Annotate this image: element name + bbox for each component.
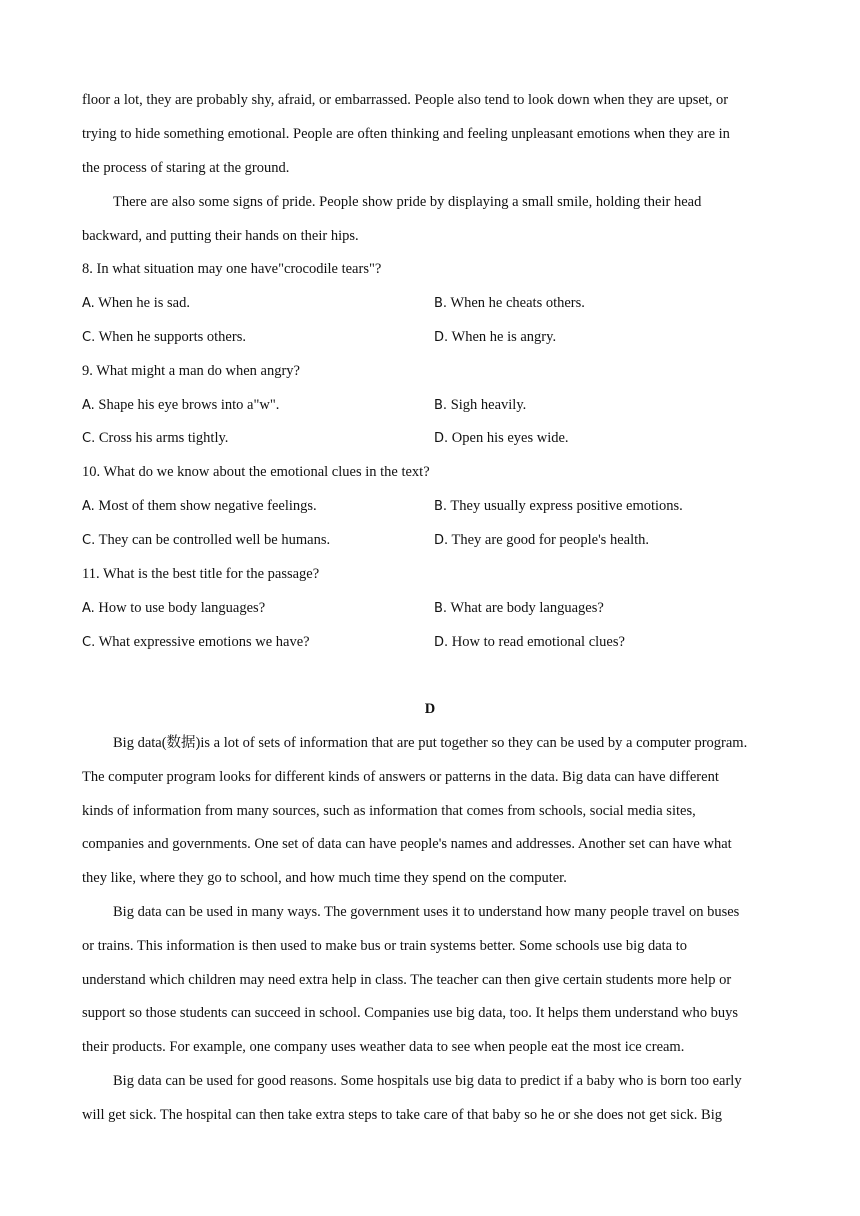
option-text: Most of them show negative feelings. [94, 498, 317, 514]
option-text: What expressive emotions we have? [95, 634, 310, 650]
option-d [434, 327, 556, 348]
option-letter: D. [434, 330, 449, 345]
section-heading: D [424, 701, 436, 717]
option-text: They can be controlled well be humans. [95, 532, 331, 548]
option-c [82, 428, 228, 449]
option-d [434, 530, 649, 551]
option-letter: D. [434, 635, 449, 650]
passage-d-line: will get sick. The hospital can then take extra steps to take care of that baby so he or she does not get sick. Big [82, 1107, 722, 1123]
passage-d-line: Big data(数据)is a lot of sets of information that are put together so they can be used by a computer program. [113, 735, 748, 751]
passage-d-line: kinds of information from many sources, such as information that comes from schools, social media sites, [82, 803, 696, 819]
option-letter: A. [82, 296, 95, 311]
option-c [82, 632, 310, 653]
option-a [82, 293, 190, 314]
option-text: How to read emotional clues? [448, 634, 625, 650]
option-b [434, 496, 683, 517]
passage-c-line: the process of staring at the ground. [82, 160, 290, 176]
option-text: How to use body languages? [94, 600, 266, 616]
option-letter: A. [82, 398, 95, 413]
option-letter: B. [434, 499, 448, 514]
option-letter: D. [434, 431, 449, 446]
passage-d-line: companies and governments. One set of data can have people's names and addresses. Another set can have what [82, 836, 732, 852]
option-text: Cross his arms tightly. [95, 430, 229, 446]
option-letter: A. [82, 499, 95, 514]
passage-c-line: There are also some signs of pride. People show pride by displaying a small smile, holding their head [113, 194, 702, 210]
option-a [82, 395, 279, 416]
option-text: When he is sad. [94, 295, 190, 311]
option-a [82, 598, 265, 619]
option-text: What are body languages? [447, 600, 604, 616]
option-c [82, 327, 246, 348]
passage-d-line: The computer program looks for different kinds of answers or patterns in the data. Big data can have different [82, 769, 719, 785]
option-a [82, 496, 317, 517]
passage-d-line: Big data can be used for good reasons. Some hospitals use big data to predict if a baby who is born too early [113, 1073, 742, 1089]
option-letter: B. [434, 601, 448, 616]
option-text: They are good for people's health. [448, 532, 650, 548]
passage-c-line: floor a lot, they are probably shy, afraid, or embarrassed. People also tend to look down when they are upset, or [82, 92, 729, 108]
option-text: When he cheats others. [447, 295, 585, 311]
option-letter: C. [82, 330, 96, 345]
option-text: When he supports others. [95, 329, 246, 345]
passage-d-line: support so those students can succeed in school. Companies use big data, too. It helps them understand who buys [82, 1005, 739, 1021]
option-letter: B. [434, 398, 448, 413]
option-letter: C. [82, 635, 96, 650]
option-d [434, 632, 625, 653]
option-letter: A. [82, 601, 95, 616]
option-text: Open his eyes wide. [448, 430, 569, 446]
passage-d-line: understand which children may need extra help in class. The teacher can then give certain students more help or [82, 972, 732, 988]
option-letter: C. [82, 533, 96, 548]
option-c [82, 530, 330, 551]
passage-d-line: their products. For example, one company uses weather data to see when people eat the most ice cream. [82, 1039, 685, 1055]
option-text: Shape his eye brows into a"w". [94, 397, 280, 413]
option-text: Sigh heavily. [447, 397, 527, 413]
question-stem: 11. What is the best title for the passage? [82, 566, 320, 582]
option-d [434, 428, 569, 449]
passage-c-line: trying to hide something emotional. People are often thinking and feeling unpleasant emotions when they are in [82, 126, 730, 142]
option-b [434, 598, 604, 619]
option-b [434, 395, 526, 416]
passage-c-line: backward, and putting their hands on their hips. [82, 228, 359, 244]
passage-d-line: they like, where they go to school, and how much time they spend on the computer. [82, 870, 567, 886]
option-b [434, 293, 585, 314]
option-letter: C. [82, 431, 96, 446]
question-stem: 10. What do we know about the emotional clues in the text? [82, 464, 430, 480]
option-text: They usually express positive emotions. [447, 498, 683, 514]
option-text: When he is angry. [448, 329, 557, 345]
option-letter: B. [434, 296, 448, 311]
option-letter: D. [434, 533, 449, 548]
question-stem: 8. In what situation may one have"crocodile tears"? [82, 261, 382, 277]
passage-d-line: or trains. This information is then used to make bus or train systems better. Some schools use big data to [82, 938, 688, 954]
question-stem: 9. What might a man do when angry? [82, 363, 300, 379]
passage-d-line: Big data can be used in many ways. The government uses it to understand how many people travel on buses [113, 904, 740, 920]
